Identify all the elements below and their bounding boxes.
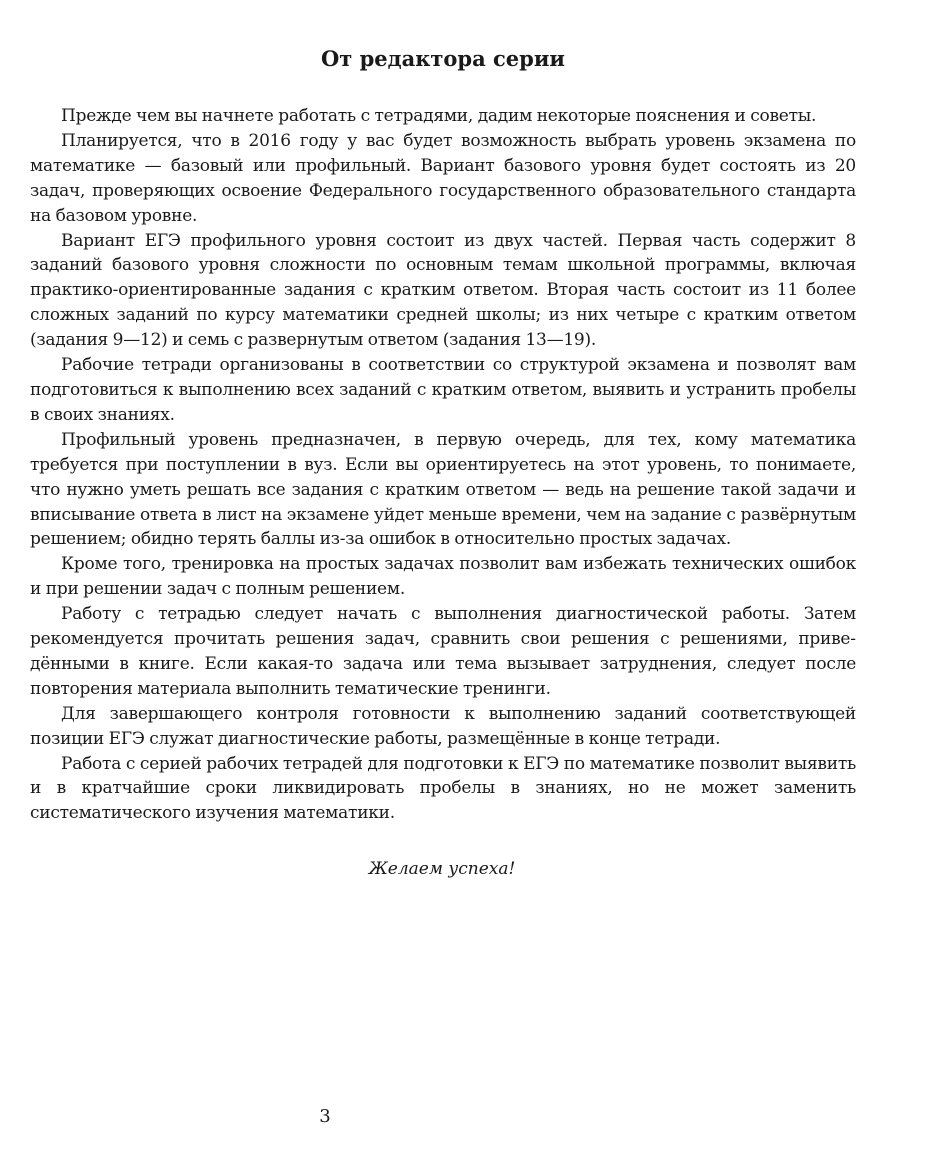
paragraph: Профильный уровень предназначен, в первую очередь, для тех, кому математика требуется при поступлении в вуз. Если вы ориентируетесь на этот уровень, то понимаете, что нужно уметь решать все задания с кратким ответом — ведь на решение такой задачи и вписывание ответа в лист на экзамене уйдет меньше времени, чем на задание с развёрнутым решением; обидно терять баллы из-за ошибок в относительно простых задачах. bbox=[30, 429, 856, 550]
paragraph: Рабочие тетради организованы в соответствии со структурой экзамена и позволят вам подготовиться к выполнению всех заданий с кратким ответом, выявить и устранить пробелы в своих знаниях. bbox=[30, 355, 856, 425]
page-title: От редактора серии bbox=[320, 46, 566, 71]
paragraph: Кроме того, тренировка на простых задачах позволит вам избежать технических ошибок и при решении задач с полным решением. bbox=[30, 554, 856, 600]
body-text bbox=[30, 104, 856, 826]
page-number: 3 bbox=[319, 1106, 331, 1127]
closing-wish: Желаем успеха! bbox=[368, 859, 516, 879]
paragraph: Для завершающего контроля готовности к выполнению заданий соответствующей позиции ЕГЭ служат диагностические работы, размещённые в конце тетради. bbox=[30, 703, 856, 749]
paragraph: Планируется, что в 2016 году у вас будет возможность выбрать уровень экзамена по математике — базовый или профильный. Вариант базового уровня будет состоять из 20 задач, проверяющих освоение Федерального государственного образовательного стандарта на базовом уровне. bbox=[30, 130, 856, 226]
paragraph: Работа с серией рабочих тетрадей для подготовки к ЕГЭ по математике позволит выявить и в кратчайшие сроки ликвидировать пробелы в знаниях, но не может заменить систематического изучения математики. bbox=[30, 753, 856, 824]
paragraph: Вариант ЕГЭ профильного уровня состоит из двух частей. Первая часть содержит 8 заданий базового уровня сложности по основным темам школьной программы, включая практико-ориентированные задания с кратким ответом. Вторая часть состоит из 11 более сложных заданий по курсу математики средней школы; из них четыре с кратким ответом (задания 9—12) и семь с развернутым ответом (задания 13—19). bbox=[30, 230, 856, 351]
paragraph: Прежде чем вы начнете работать с тетрадями, дадим некоторые пояснения и советы. bbox=[61, 106, 817, 126]
paragraph: Работу с тетрадью следует начать с выполнения диагностической работы. Затем рекомендуется прочитать решения задач, сравнить свои решения с решениями, приведёнными в книге. Если какая-то задача или тема вызывает затруднения, следует после повторения материала выполнить тематические тренинги. bbox=[30, 604, 856, 699]
